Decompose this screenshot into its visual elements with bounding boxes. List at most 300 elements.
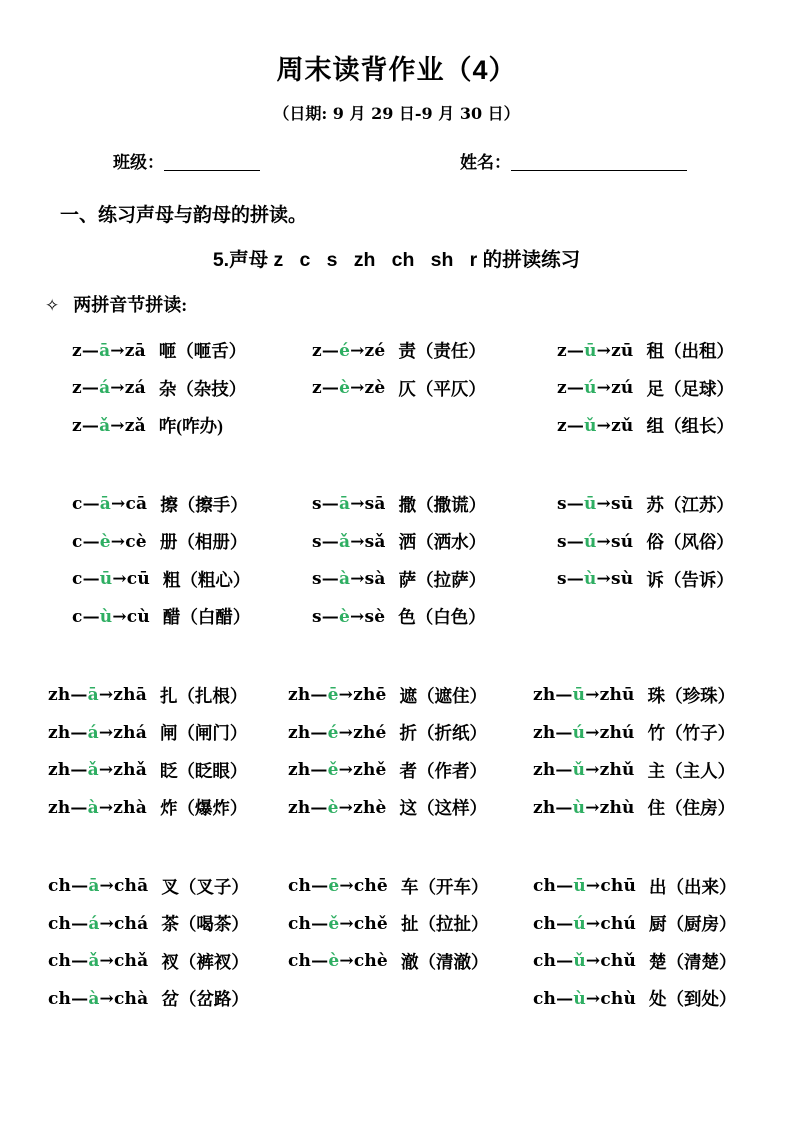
- arrow-icon: →: [98, 685, 114, 706]
- example-word: 扎（扎根）: [159, 685, 248, 706]
- pinyin-syllable: chǔ: [600, 951, 637, 972]
- arrow-icon: →: [339, 913, 354, 934]
- pinyin-initial: z: [557, 415, 567, 436]
- pinyin-initial: s: [312, 606, 322, 627]
- example-word: 咂（咂舌）: [158, 341, 247, 362]
- pinyin-syllable: zhù: [599, 797, 635, 818]
- pinyin-initial: z: [557, 378, 567, 399]
- dash-separator: —: [311, 876, 329, 897]
- meta-row: [0, 148, 793, 178]
- pinyin-syllable: sú: [611, 531, 634, 552]
- example-word: 扯（拉扯）: [400, 914, 489, 935]
- pinyin-syllable: chē: [353, 876, 388, 897]
- arrow-icon: →: [585, 797, 600, 818]
- dash-separator: —: [566, 340, 585, 361]
- pinyin-row: [48, 789, 288, 827]
- dash-separator: —: [566, 494, 584, 515]
- pinyin-syllable: zhǔ: [599, 760, 635, 781]
- name-label: 姓名：: [460, 153, 511, 172]
- pinyin-syllable: zhē: [353, 685, 387, 706]
- arrow-icon: →: [99, 876, 114, 897]
- arrow-icon: →: [350, 606, 365, 627]
- pinyin-syllable: zǔ: [611, 415, 634, 436]
- pinyin-final: è: [328, 951, 340, 972]
- dash-separator: —: [81, 415, 100, 436]
- example-word: 珠（珍珠）: [647, 685, 736, 706]
- pinyin-syllable: zá: [124, 378, 146, 399]
- pinyin-initial: z: [72, 415, 82, 436]
- pinyin-row: [72, 407, 312, 445]
- example-word: 叉（叉子）: [161, 876, 249, 897]
- pinyin-row: [533, 980, 793, 1018]
- example-word: 衩（裤衩）: [161, 951, 249, 972]
- pinyin-initial: zh: [48, 722, 71, 743]
- pinyin-final: á: [88, 913, 100, 934]
- arrow-icon: →: [585, 685, 600, 706]
- pinyin-block-zh: [0, 677, 793, 827]
- pinyin-syllable: zǎ: [124, 415, 146, 436]
- pinyin-initial: ch: [533, 988, 557, 1009]
- pinyin-row: [557, 523, 793, 561]
- pinyin-block-c-s: [0, 486, 793, 636]
- pinyin-initial: z: [312, 340, 322, 361]
- pinyin-syllable: chá: [114, 913, 149, 934]
- pinyin-row: [533, 943, 793, 981]
- dash-separator: —: [321, 606, 339, 627]
- pinyin-column: [288, 868, 533, 1018]
- pinyin-initial: ch: [48, 913, 72, 934]
- example-word: 仄（平仄）: [398, 378, 486, 399]
- pinyin-final: ā: [99, 494, 111, 515]
- example-word: 洒（洒水）: [398, 532, 487, 553]
- pinyin-syllable: sè: [364, 606, 386, 627]
- arrow-icon: →: [585, 876, 601, 897]
- pinyin-syllable: zè: [364, 378, 386, 399]
- arrow-icon: →: [585, 951, 601, 972]
- pinyin-row: [557, 561, 793, 599]
- arrow-icon: →: [339, 951, 354, 972]
- dash-separator: —: [82, 569, 100, 590]
- dash-separator: —: [310, 760, 328, 781]
- pinyin-syllable: sū: [611, 494, 634, 515]
- pinyin-initial: ch: [533, 913, 557, 934]
- dash-separator: —: [566, 569, 584, 590]
- pinyin-final: ǔ: [572, 760, 586, 781]
- pinyin-initial: ch: [288, 951, 312, 972]
- dash-separator: —: [555, 722, 573, 743]
- pinyin-syllable: chǎ: [114, 951, 149, 972]
- dash-separator: —: [321, 569, 339, 590]
- pinyin-block-z: [0, 332, 793, 445]
- example-word: 撒（撒谎）: [398, 494, 487, 515]
- pinyin-blocks: [0, 332, 793, 1018]
- arrow-icon: →: [596, 378, 612, 399]
- dash-separator: —: [566, 531, 584, 552]
- class-field: [113, 148, 260, 173]
- arrow-icon: →: [110, 494, 126, 515]
- pinyin-initial: z: [72, 340, 82, 361]
- four-pointed-star-icon: ✧: [45, 296, 60, 315]
- arrow-icon: →: [110, 340, 125, 361]
- arrow-icon: →: [98, 722, 114, 743]
- pinyin-syllable: sǎ: [364, 531, 386, 552]
- arrow-icon: →: [585, 760, 600, 781]
- pinyin-final: ú: [573, 913, 586, 934]
- pinyin-row: [288, 714, 533, 752]
- pinyin-initial: zh: [288, 685, 311, 706]
- dash-separator: —: [311, 913, 329, 934]
- example-word: 厨（厨房）: [649, 914, 737, 935]
- dash-separator: —: [82, 531, 100, 552]
- arrow-icon: →: [350, 569, 365, 590]
- arrow-icon: →: [585, 913, 601, 934]
- dash-separator: —: [70, 722, 88, 743]
- pinyin-final: ū: [583, 494, 597, 515]
- pinyin-syllable: zhè: [353, 797, 387, 818]
- pinyin-column: [312, 332, 557, 445]
- name-blank-line: [511, 152, 687, 171]
- dash-separator: —: [310, 685, 328, 706]
- example-word: 杂（杂技）: [158, 378, 247, 399]
- pinyin-initial: s: [557, 569, 567, 590]
- pinyin-row: [288, 789, 533, 827]
- example-word: 诉（告诉）: [646, 569, 734, 590]
- pinyin-final: ē: [328, 876, 340, 897]
- pinyin-final: é: [327, 722, 339, 743]
- pinyin-initial: ch: [533, 951, 557, 972]
- pinyin-syllable: zhú: [599, 722, 635, 743]
- pinyin-column: [557, 332, 793, 445]
- example-word: 炸（爆炸）: [159, 798, 248, 819]
- arrow-icon: →: [338, 797, 354, 818]
- pinyin-syllable: chà: [114, 988, 149, 1009]
- pinyin-row: [288, 905, 533, 943]
- pinyin-initial: zh: [288, 722, 311, 743]
- example-word: 责（责任）: [398, 341, 486, 362]
- dash-separator: —: [555, 760, 573, 781]
- dash-separator: —: [70, 760, 88, 781]
- pinyin-row: [312, 332, 557, 370]
- dash-separator: —: [71, 951, 89, 972]
- pinyin-row: [557, 486, 793, 524]
- pinyin-final: è: [327, 797, 339, 818]
- pinyin-initial: c: [72, 606, 83, 627]
- pinyin-syllable: zé: [364, 340, 386, 361]
- pinyin-row: [533, 752, 793, 790]
- arrow-icon: →: [338, 685, 354, 706]
- pinyin-initial: s: [312, 531, 322, 552]
- list-heading-row: [45, 291, 793, 317]
- pinyin-column: [48, 677, 288, 827]
- example-word: 出（出来）: [649, 876, 737, 897]
- pinyin-syllable: zā: [124, 340, 146, 361]
- dash-separator: —: [70, 797, 88, 818]
- pinyin-final: á: [99, 378, 111, 399]
- dash-separator: —: [311, 951, 329, 972]
- pinyin-block-ch: [0, 868, 793, 1018]
- arrow-icon: →: [350, 494, 365, 515]
- pinyin-final: è: [99, 531, 111, 552]
- pinyin-row: [72, 598, 312, 636]
- example-word: 粗（粗心）: [162, 569, 251, 590]
- pinyin-row: [288, 677, 533, 715]
- pinyin-syllable: cū: [126, 569, 150, 590]
- pinyin-final: ǎ: [88, 951, 100, 972]
- example-word: 册（相册）: [159, 532, 248, 553]
- pinyin-row: [533, 905, 793, 943]
- pinyin-row: [288, 943, 533, 981]
- pinyin-syllable: zhà: [113, 797, 147, 818]
- pinyin-final: è: [338, 606, 351, 627]
- pinyin-syllable: chù: [600, 988, 637, 1009]
- arrow-icon: →: [98, 797, 114, 818]
- pinyin-final: á: [87, 722, 99, 743]
- dash-separator: —: [321, 340, 340, 361]
- pinyin-syllable: cè: [125, 531, 147, 552]
- date-line: （日期: 9 月 29 日-9 月 30 日）: [273, 104, 520, 123]
- pinyin-row: [312, 598, 557, 636]
- example-word: 岔（岔路）: [161, 989, 249, 1010]
- pinyin-row: [533, 789, 793, 827]
- example-word: 折（折纸）: [399, 723, 488, 744]
- example-word: 者（作者）: [399, 760, 488, 781]
- example-word: 俗（风俗）: [646, 532, 734, 553]
- arrow-icon: →: [339, 876, 354, 897]
- pinyin-final: è: [339, 378, 351, 399]
- arrow-icon: →: [98, 760, 114, 781]
- pinyin-row: [48, 943, 288, 981]
- example-word: 色（白色）: [398, 607, 486, 628]
- example-word: 这（这样）: [399, 798, 488, 819]
- pinyin-initial: z: [557, 340, 567, 361]
- example-word: 澈（清澈）: [400, 951, 489, 972]
- arrow-icon: →: [350, 531, 365, 552]
- pinyin-syllable: chè: [353, 951, 388, 972]
- pinyin-final: ě: [328, 913, 340, 934]
- pinyin-row: [533, 868, 793, 906]
- pinyin-row: [72, 332, 312, 370]
- example-word: 遮（遮住）: [399, 685, 488, 706]
- pinyin-final: ǔ: [584, 415, 597, 436]
- pinyin-final: é: [339, 340, 351, 361]
- pinyin-column: [72, 332, 312, 445]
- pinyin-row: [72, 370, 312, 408]
- example-word: 苏（江苏）: [646, 494, 734, 515]
- pinyin-row: [48, 677, 288, 715]
- dash-separator: —: [321, 378, 340, 399]
- pinyin-syllable: zhé: [353, 722, 387, 743]
- pinyin-final: ǔ: [573, 951, 586, 972]
- pinyin-initial: zh: [533, 760, 556, 781]
- arrow-icon: →: [596, 531, 611, 552]
- pinyin-column: [288, 677, 533, 827]
- pinyin-row: [48, 980, 288, 1018]
- pinyin-column: [312, 486, 557, 636]
- pinyin-initial: zh: [288, 760, 311, 781]
- arrow-icon: →: [596, 494, 611, 515]
- arrow-icon: →: [338, 760, 354, 781]
- pinyin-row: [288, 752, 533, 790]
- example-word: 处（到处）: [649, 989, 737, 1010]
- arrow-icon: →: [596, 340, 612, 361]
- pinyin-row: [48, 905, 288, 943]
- pinyin-row: [72, 486, 312, 524]
- dash-separator: —: [81, 340, 100, 361]
- pinyin-final: à: [338, 569, 351, 590]
- example-word: 车（开车）: [400, 876, 489, 897]
- pinyin-row: [48, 714, 288, 752]
- pinyin-row: [48, 868, 288, 906]
- pinyin-initial: z: [312, 378, 322, 399]
- example-word: 住（住房）: [647, 798, 736, 819]
- example-word: 眨（眨眼）: [159, 760, 248, 781]
- pinyin-initial: zh: [48, 760, 71, 781]
- pinyin-initial: zh: [48, 797, 71, 818]
- pinyin-initial: zh: [288, 797, 311, 818]
- dash-separator: —: [556, 988, 574, 1009]
- list-heading: 两拼音节拼读:: [73, 295, 188, 315]
- pinyin-row: [312, 486, 557, 524]
- pinyin-initial: s: [312, 494, 322, 515]
- example-word: 主（主人）: [647, 760, 736, 781]
- pinyin-initial: zh: [48, 685, 71, 706]
- page-title: 周末读背作业（4）: [276, 55, 517, 85]
- dash-separator: —: [566, 415, 585, 436]
- arrow-icon: →: [585, 988, 601, 1009]
- arrow-icon: →: [350, 378, 365, 399]
- example-word: 租（出租）: [646, 341, 734, 362]
- pinyin-final: ǎ: [87, 760, 99, 781]
- pinyin-initial: ch: [288, 913, 312, 934]
- dash-separator: —: [82, 494, 100, 515]
- example-word: 竹（竹子）: [647, 723, 736, 744]
- pinyin-row: [533, 714, 793, 752]
- pinyin-final: à: [87, 797, 99, 818]
- pinyin-syllable: zhě: [353, 760, 387, 781]
- pinyin-row: [72, 561, 312, 599]
- pinyin-final: ù: [573, 988, 586, 1009]
- name-field: [460, 148, 687, 173]
- arrow-icon: →: [112, 569, 127, 590]
- pinyin-syllable: zhǎ: [113, 760, 147, 781]
- pinyin-initial: c: [72, 569, 83, 590]
- pinyin-initial: zh: [533, 797, 556, 818]
- pinyin-row: [312, 370, 557, 408]
- pinyin-final: ā: [87, 685, 99, 706]
- pinyin-initial: s: [557, 494, 567, 515]
- pinyin-row: [288, 868, 533, 906]
- pinyin-syllable: sā: [364, 494, 386, 515]
- pinyin-final: ù: [583, 569, 597, 590]
- class-label: 班级：: [113, 153, 164, 172]
- pinyin-final: ú: [572, 722, 586, 743]
- dash-separator: —: [556, 913, 574, 934]
- pinyin-row: [557, 370, 793, 408]
- pinyin-final: ù: [99, 606, 113, 627]
- dash-separator: —: [556, 876, 574, 897]
- example-word: 足（足球）: [646, 378, 734, 399]
- pinyin-final: ū: [584, 340, 597, 361]
- dash-separator: —: [310, 722, 328, 743]
- example-word: 咋(咋办): [158, 416, 223, 437]
- arrow-icon: →: [99, 951, 114, 972]
- pinyin-initial: ch: [533, 876, 557, 897]
- pinyin-initial: z: [72, 378, 82, 399]
- pinyin-syllable: chū: [600, 876, 637, 897]
- arrow-icon: →: [585, 722, 600, 743]
- pinyin-syllable: cù: [126, 606, 150, 627]
- pinyin-final: ā: [338, 494, 351, 515]
- arrow-icon: →: [99, 988, 114, 1009]
- pinyin-syllable: sù: [611, 569, 634, 590]
- pinyin-syllable: sà: [364, 569, 386, 590]
- example-word: 醋（白醋）: [162, 607, 251, 628]
- pinyin-column: [557, 486, 793, 636]
- example-word: 萨（拉萨）: [398, 569, 487, 590]
- pinyin-initial: zh: [533, 722, 556, 743]
- pinyin-syllable: zū: [611, 340, 634, 361]
- example-word: 闸（闸门）: [159, 723, 248, 744]
- pinyin-final: à: [88, 988, 100, 1009]
- pinyin-syllable: zhá: [113, 722, 147, 743]
- dash-separator: —: [81, 378, 100, 399]
- pinyin-final: ú: [583, 531, 597, 552]
- dash-separator: —: [71, 988, 89, 1009]
- pinyin-syllable: chú: [600, 913, 637, 934]
- dash-separator: —: [82, 606, 100, 627]
- pinyin-initial: ch: [48, 951, 72, 972]
- pinyin-initial: c: [72, 494, 83, 515]
- pinyin-final: ǎ: [338, 531, 351, 552]
- arrow-icon: →: [110, 531, 126, 552]
- arrow-icon: →: [338, 722, 354, 743]
- pinyin-final: ū: [99, 569, 113, 590]
- pinyin-syllable: zú: [611, 378, 634, 399]
- pinyin-column: [533, 868, 793, 1018]
- pinyin-row: [533, 677, 793, 715]
- dash-separator: —: [555, 685, 573, 706]
- pinyin-final: ù: [572, 797, 586, 818]
- pinyin-row: [48, 752, 288, 790]
- dash-separator: —: [566, 378, 585, 399]
- pinyin-syllable: zhū: [599, 685, 635, 706]
- class-blank-line: [164, 152, 260, 171]
- dash-separator: —: [321, 494, 339, 515]
- pinyin-final: ū: [572, 685, 586, 706]
- example-word: 擦（擦手）: [160, 494, 248, 515]
- pinyin-final: ā: [88, 876, 100, 897]
- pinyin-initial: ch: [288, 876, 312, 897]
- dash-separator: —: [71, 876, 89, 897]
- arrow-icon: →: [110, 415, 125, 436]
- pinyin-syllable: zhā: [113, 685, 147, 706]
- pinyin-final: ě: [327, 760, 339, 781]
- arrow-icon: →: [99, 913, 114, 934]
- pinyin-final: ē: [327, 685, 339, 706]
- dash-separator: —: [556, 951, 574, 972]
- pinyin-syllable: chě: [353, 913, 388, 934]
- pinyin-final: ā: [99, 340, 111, 361]
- dash-separator: —: [310, 797, 328, 818]
- pinyin-row: [312, 561, 557, 599]
- pinyin-initial: s: [557, 531, 567, 552]
- pinyin-column: [72, 486, 312, 636]
- pinyin-final: ǎ: [99, 415, 111, 436]
- pinyin-final: ú: [584, 378, 597, 399]
- dash-separator: —: [71, 913, 89, 934]
- arrow-icon: →: [596, 569, 611, 590]
- pinyin-initial: ch: [48, 988, 72, 1009]
